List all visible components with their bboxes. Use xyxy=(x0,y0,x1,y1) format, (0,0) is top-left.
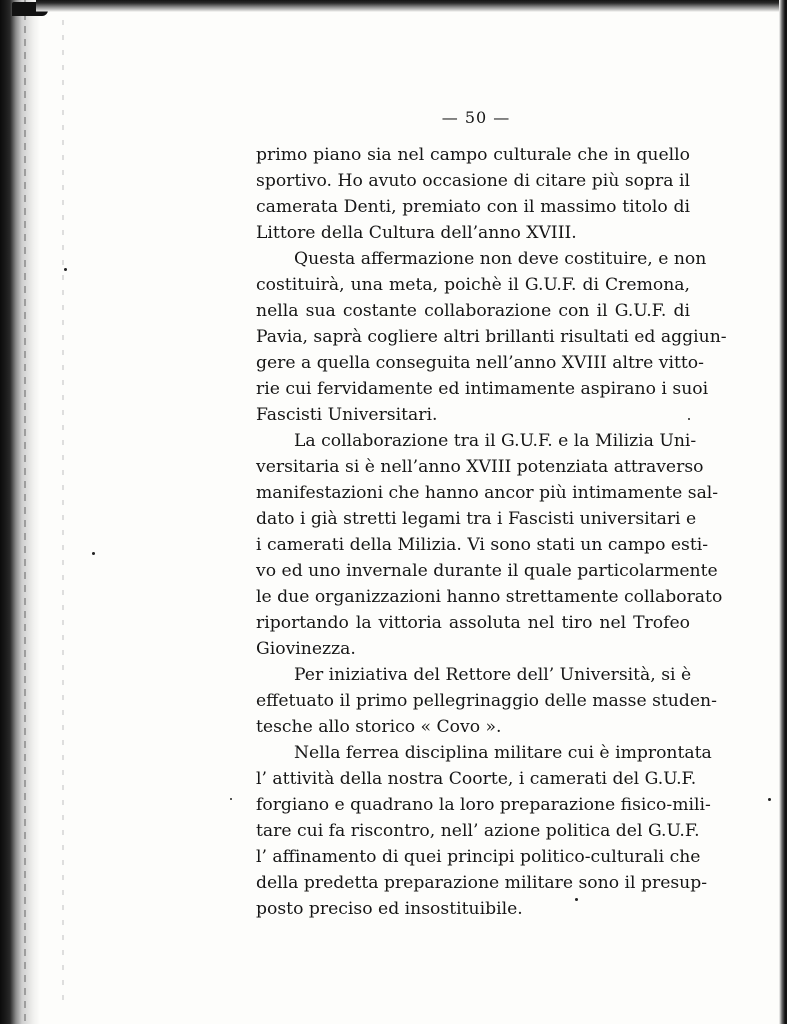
ink-speck xyxy=(92,552,95,555)
text-line: Fascisti Universitari. xyxy=(256,405,438,425)
text-line: posto preciso ed insostituibile. xyxy=(256,899,523,919)
text-line: l’ affinamento di quei principi politico-culturali che xyxy=(256,847,701,867)
ink-speck xyxy=(64,268,67,271)
text-line: sportivo. Ho avuto occasione di citare più sopra il xyxy=(256,171,690,191)
text-line: versitaria si è nell’anno XVIII potenziata attraverso xyxy=(256,457,704,477)
text-line: tesche allo storico « Covo ». xyxy=(256,717,502,737)
page-number: — 50 — xyxy=(441,108,511,127)
text-line: riportando la vittoria assoluta nel tiro nel Trofeo xyxy=(256,613,690,633)
text-line: vo ed uno invernale durante il quale particolarmente xyxy=(256,561,718,581)
text-line: manifestazioni che hanno ancor più intimamente sal- xyxy=(256,483,719,503)
text-line: La collaborazione tra il G.U.F. e la Milizia Uni- xyxy=(294,431,697,451)
text-line: camerata Denti, premiato con il massimo titolo di xyxy=(256,197,690,217)
right-page-edge xyxy=(779,0,787,1024)
text-line: i camerati della Milizia. Vi sono stati un campo esti- xyxy=(256,535,709,555)
text-line: forgiano e quadrano la loro preparazione fisico-mili- xyxy=(256,795,711,815)
paragraph-3 xyxy=(256,428,723,662)
ink-speck xyxy=(230,798,232,800)
top-page-edge xyxy=(36,0,787,12)
text-line: l’ attività della nostra Coorte, i camerati del G.U.F. xyxy=(256,769,697,789)
text-line: tare cui fa riscontro, nell’ azione politica del G.U.F. xyxy=(256,821,700,841)
binding-shadow-line xyxy=(62,20,64,1000)
text-line: effetuato il primo pellegrinaggio delle masse studen- xyxy=(256,691,717,711)
text-line: rie cui fervidamente ed intimamente aspirano i suoi xyxy=(256,379,709,399)
book-binding-edge xyxy=(0,0,40,1024)
text-line: Littore della Cultura dell’anno XVIII. xyxy=(256,223,577,243)
text-line: gere a quella conseguita nell’anno XVIII altre vitto- xyxy=(256,353,704,373)
body-text xyxy=(256,142,727,922)
paragraph-5 xyxy=(256,740,712,922)
text-line: Nella ferrea disciplina militare cui è improntata xyxy=(294,743,712,763)
text-line: dato i già stretti legami tra i Fascisti universitari e xyxy=(256,509,697,529)
text-line: primo piano sia nel campo culturale che in quello xyxy=(256,145,690,165)
text-line: nella sua costante collaborazione con il G.U.F. di xyxy=(256,301,690,321)
ink-speck xyxy=(768,798,771,801)
text-line: costituirà, una meta, poichè il G.U.F. di Cremona, xyxy=(256,275,690,295)
text-line: Per iniziativa del Rettore dell’ Università, si è xyxy=(294,665,692,685)
text-line: della predetta preparazione militare sono il presup- xyxy=(256,873,708,893)
text-line: Questa affermazione non deve costituire, e non xyxy=(294,249,707,269)
text-line: Giovinezza. xyxy=(256,639,356,659)
text-line: le due organizzazioni hanno strettamente collaborato xyxy=(256,587,723,607)
paragraph-2 xyxy=(256,246,727,428)
text-line: Pavia, saprà cogliere altri brillanti risultati ed aggiun- xyxy=(256,327,727,347)
paragraph-4 xyxy=(256,662,717,740)
paragraph-1 xyxy=(256,142,690,246)
